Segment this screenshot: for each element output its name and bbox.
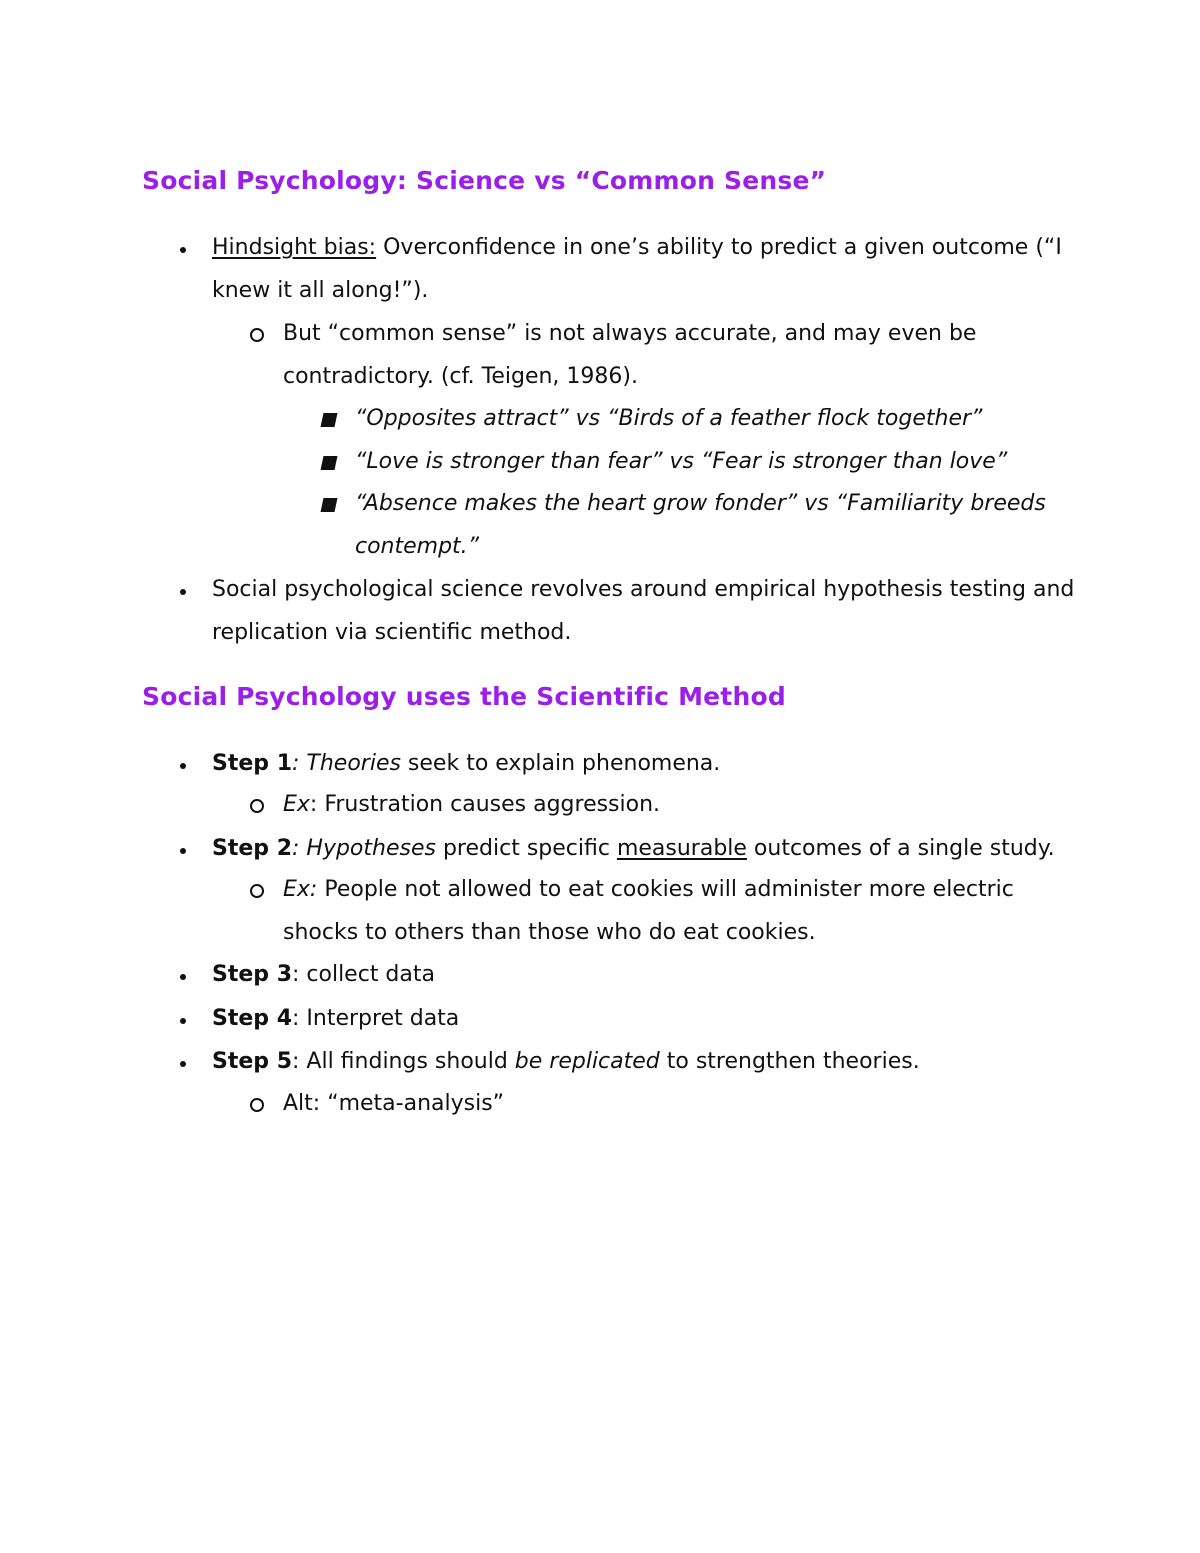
step1-italic: Theories [306,751,401,776]
example-absence: “Absence makes the heart grow fonder” vs “Familiarity breeds [355,491,1046,516]
step1-label: Step 1 [212,751,292,776]
step2-ex-text: People not allowed to eat cookies will administer more electric [317,877,1014,902]
step1-text: seek to explain phenomena. [400,751,721,776]
bullet-dot [180,1061,186,1067]
bullet-dot [180,974,186,980]
step5-label: Step 5 [212,1049,292,1074]
step3-line [212,960,435,990]
step1-colon: : [292,751,307,776]
step2-label: Step 2 [212,836,292,861]
hindsight-line-1 [212,233,1062,263]
bullet-dot [180,589,186,595]
bullet-square [321,498,338,512]
common-sense-line-2: contradictory. (cf. Teigen, 1986). [283,364,638,389]
step2-ex-label: Ex: [283,877,318,902]
step1-ex-label: Ex [283,792,310,817]
step4-label: Step 4 [212,1006,292,1031]
step3-text: : collect data [292,962,435,987]
step5-text-a: : All findings should [292,1049,515,1074]
hindsight-term: Hindsight bias: [212,235,377,260]
step5-line [212,1047,920,1077]
step2-colon: : [292,836,307,861]
example-love-fear: “Love is stronger than fear” vs “Fear is stronger than love” [355,449,1008,474]
step2-example-line-1 [283,875,1014,905]
bullet-circle [250,1098,264,1112]
step4-text: : Interpret data [292,1006,460,1031]
bullet-dot [180,848,186,854]
step2-italic: Hypotheses [306,836,436,861]
bullet-square [321,456,338,470]
step2-text-a: predict specific [435,836,617,861]
step2-line [212,834,1055,864]
step5-italic: be replicated [514,1049,660,1074]
step1-ex-text: : Frustration causes aggression. [309,792,661,817]
example-opposites: “Opposites attract” vs “Birds of a feather flock together” [355,406,983,431]
step3-label: Step 3 [212,962,292,987]
step5-text-b: to strengthen theories. [659,1049,920,1074]
common-sense-line-1: But “common sense” is not always accurate, and may even be [283,321,977,346]
hindsight-line-2: knew it all along!”). [212,278,429,303]
step4-line [212,1004,459,1034]
step2-example-line-2: shocks to others than those who do eat cookies. [283,920,816,945]
section-heading-common-sense: Social Psychology: Science vs “Common Sense” [142,166,827,195]
science-line-1: Social psychological science revolves around empirical hypothesis testing and [212,577,1075,602]
science-line-2: replication via scientific method. [212,620,572,645]
bullet-dot [180,1018,186,1024]
step5-alt: Alt: “meta-analysis” [283,1091,505,1116]
step1-example [283,790,660,820]
step2-underlined: measurable [616,836,747,861]
hindsight-text: Overconfidence in one’s ability to predict a given outcome (“I [376,235,1062,260]
step1-line [212,749,720,779]
bullet-circle [250,328,264,342]
section-heading-scientific-method: Social Psychology uses the Scientific Method [142,682,786,711]
bullet-circle [250,884,264,898]
step2-text-b: outcomes of a single study. [746,836,1055,861]
bullet-dot [180,247,186,253]
bullet-square [321,413,338,427]
bullet-circle [250,799,264,813]
bullet-dot [180,763,186,769]
example-absence-cont: contempt.” [355,534,480,559]
